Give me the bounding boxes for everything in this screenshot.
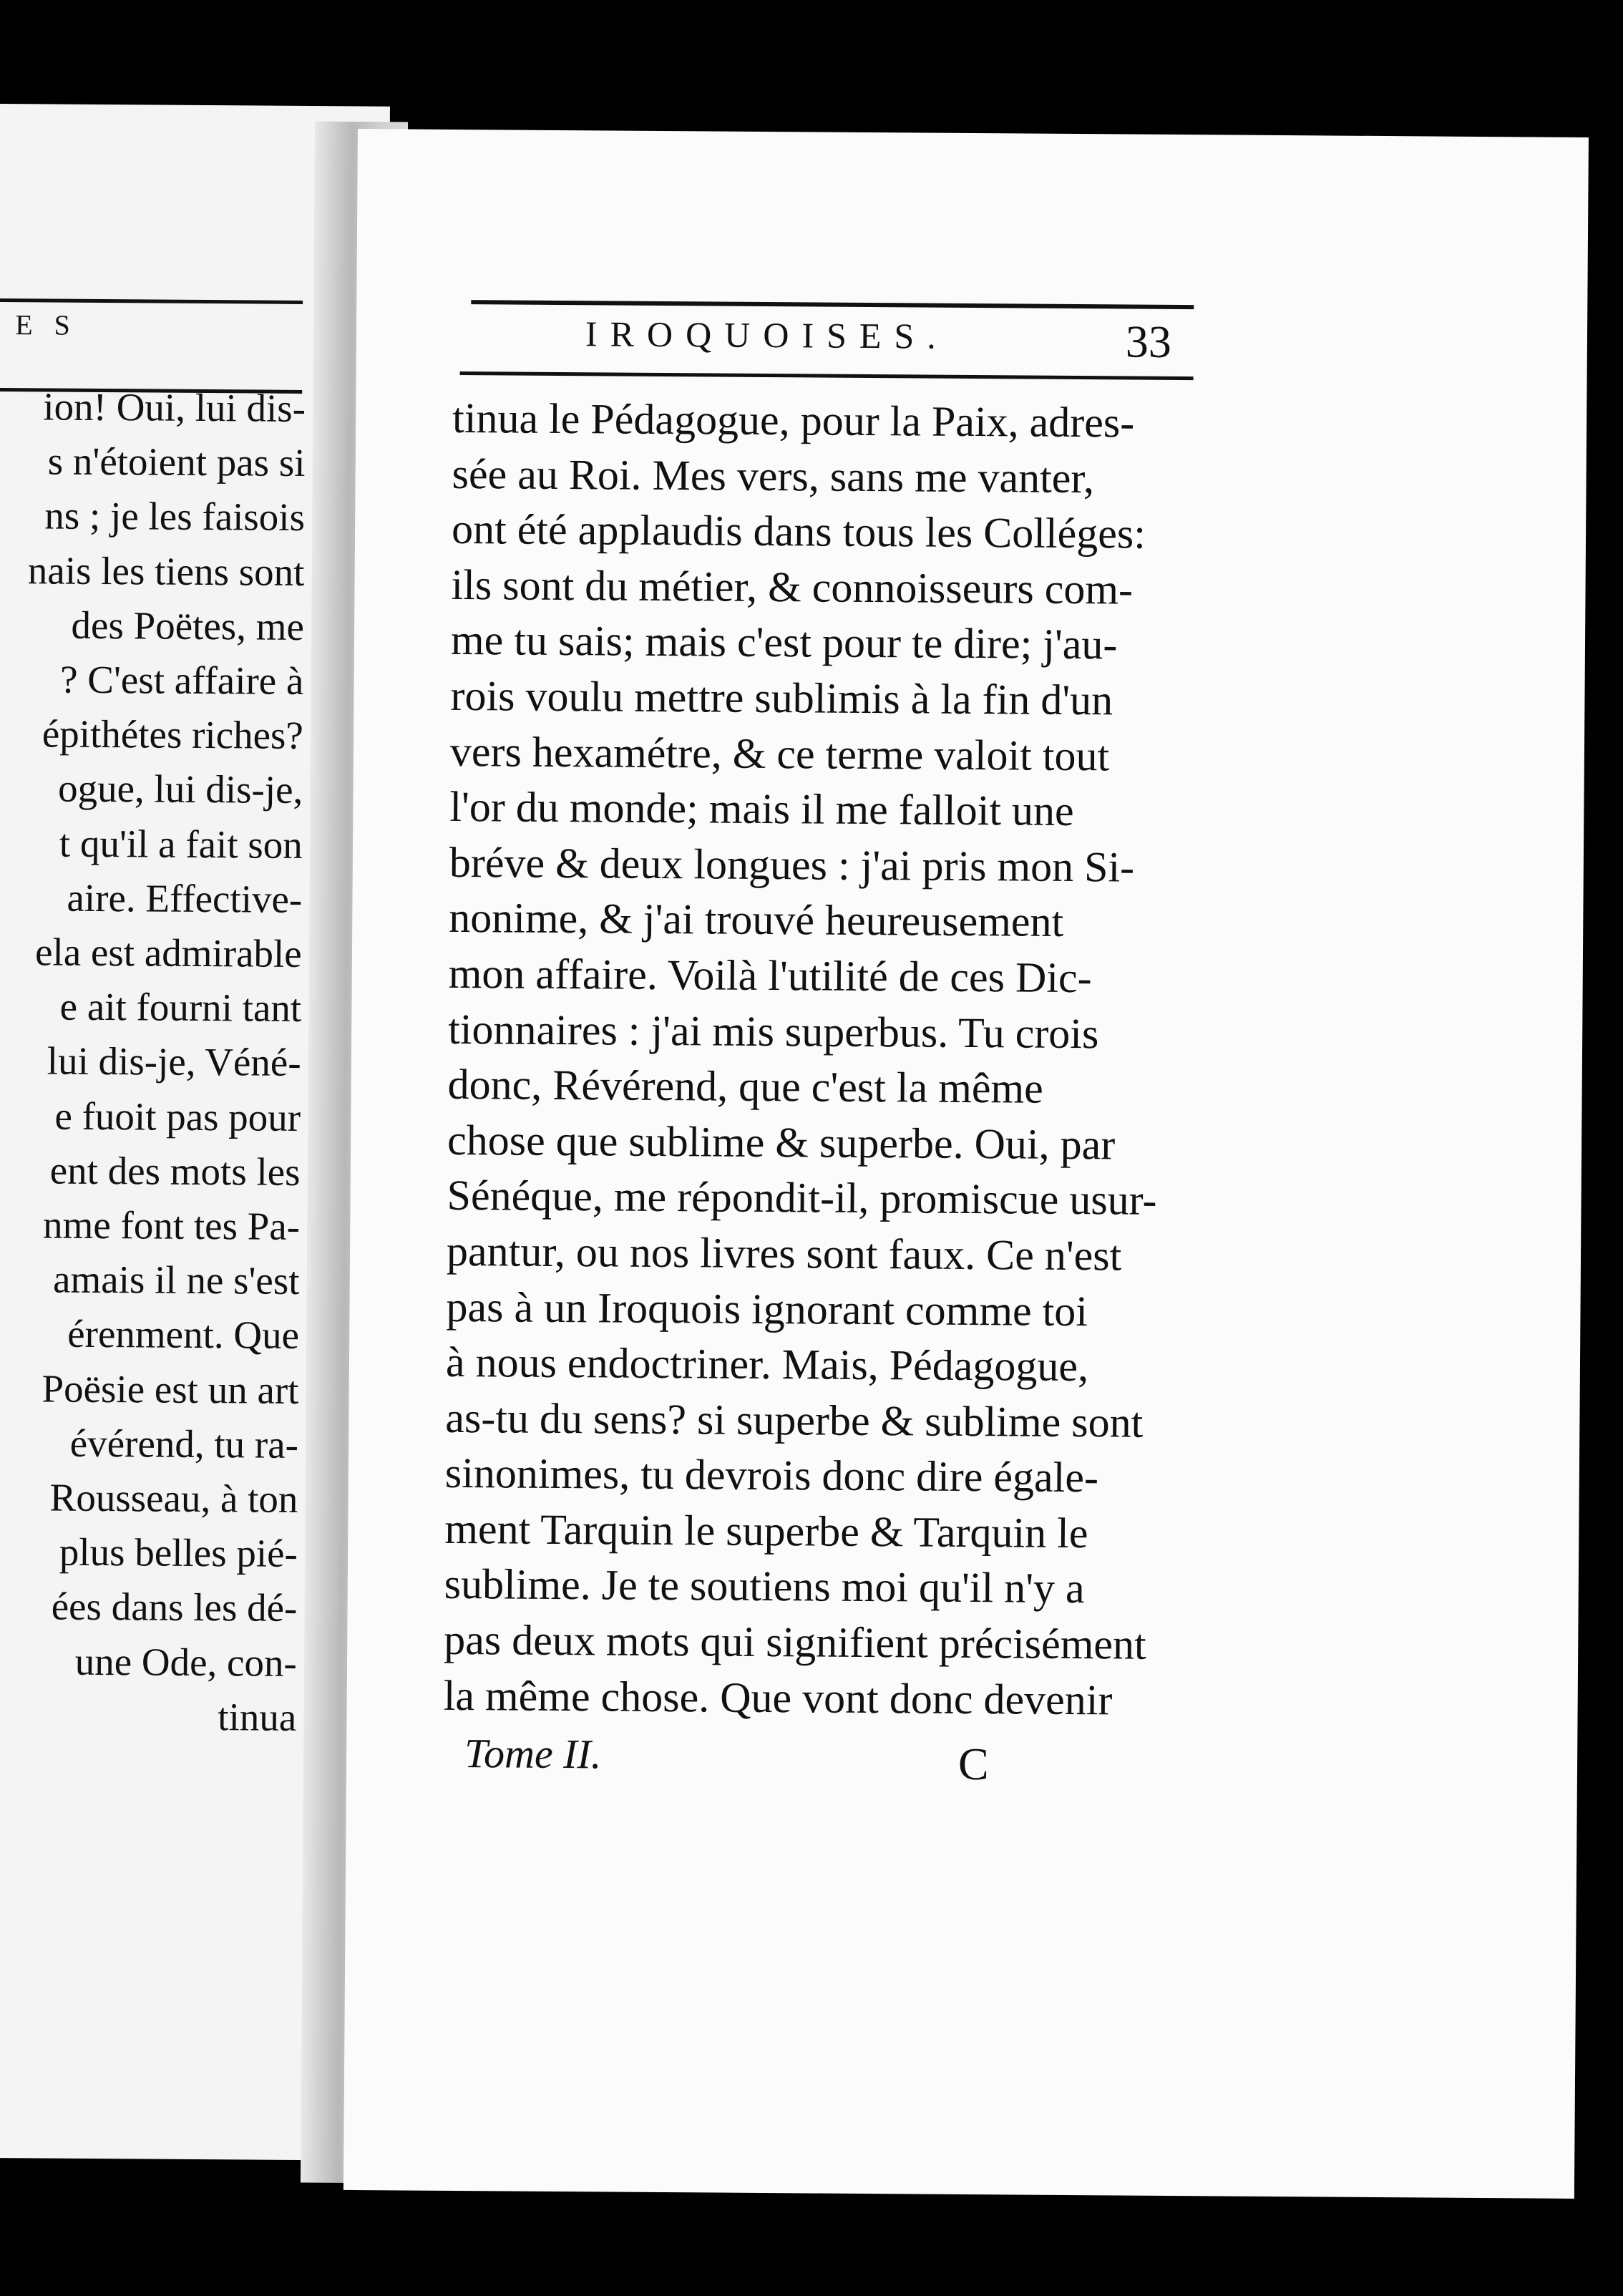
text-line: ? C'est affaire à [59,657,304,703]
text-line: aire. Effective- [67,875,303,921]
text-line: donc, Révérend, que c'est la même [447,1061,1044,1112]
text-line: pas deux mots qui signifient précisément [444,1615,1146,1668]
header-rule-bottom [460,371,1194,380]
right-page [343,129,1589,2199]
text-line: ont été applaudis dans tous les Colléges: [451,505,1146,558]
text-line: t qu'il a fait son [59,821,303,867]
left-page-text [0,379,306,1745]
text-line: des Poëtes, me [71,603,305,648]
text-line: érenment. Que [67,1312,300,1358]
text-line: ment Tarquin le superbe & Tarquin le [444,1504,1088,1557]
header-rule-top [471,300,1194,309]
text-line: ogue, lui dis-je, [57,767,303,812]
text-line: tinua le Pédagogue, pour la Paix, adres- [452,394,1135,447]
text-line: me tu sais; mais c'est pour te dire; j'au- [450,616,1118,668]
text-line: tionnaires : j'ai mis superbus. Tu crois [447,1005,1099,1057]
text-line: l'or du monde; mais il me falloit une [449,783,1074,835]
text-line: une Ode, con- [74,1639,298,1685]
text-line: ils sont du métier, & connoisseurs com- [451,560,1134,613]
text-line: ion! Oui, lui dis- [43,384,306,430]
text-line: vers hexamétre, & ce terme valoit tout [449,727,1110,779]
text-line: sinonimes, tu devrois donc dire égale- [444,1449,1099,1502]
text-line: lui dis-je, Véné- [47,1038,301,1085]
text-line: sublime. Je te soutiens moi qu'il n'y a [444,1560,1085,1612]
right-page-text [443,391,1204,1729]
text-line: mon affaire. Voilà l'utilité de ces Dic- [448,949,1092,1002]
text-line: évérend, tu ra- [69,1421,299,1466]
text-line: pas à un Iroquois ignorant comme toi [446,1283,1088,1335]
text-line: e fuoit pas pour [54,1094,301,1139]
text-line: ns ; je les faisois [44,493,306,540]
text-line: e ait fourni tant [59,984,302,1031]
text-line: ent des mots les [49,1148,301,1194]
gathering-mark: C [957,1738,990,1790]
text-line: ela est admirable [34,930,302,976]
left-running-head-text: ES [15,308,92,341]
text-line: as-tu du sens? si superbe & sublime sont [445,1393,1144,1446]
text-line: Sénéque, me répondit-il, promiscue usur- [447,1172,1157,1225]
text-line: rois voulu mettre sublimis à la fin d'un [450,671,1113,724]
text-line: chose que sublime & superbe. Oui, par [447,1116,1116,1169]
text-line: nonime, & j'ai trouvé heureusement [449,894,1064,946]
right-running-head: IROQUOISES. [585,313,949,356]
text-line: à nous endoctriner. Mais, Pédagogue, [445,1338,1089,1391]
text-line: amais il ne s'est [52,1257,300,1303]
text-line: nme font tes Pa- [42,1202,301,1249]
text-line: s n'étoient pas si [47,439,306,485]
text-line: bréve & deux longues : j'ai pris mon Si- [449,838,1135,891]
text-line: sée au Roi. Mes vers, sans me vanter, [452,449,1095,502]
text-line: tinua [218,1695,297,1739]
text-line: pantur, ou nos livres sont faux. Ce n'est [446,1227,1122,1280]
volume-signature: Tome II. [464,1730,602,1778]
text-line: Poësie est un art [42,1366,299,1412]
text-line: nais les tiens sont [27,548,305,594]
text-line: ées dans les dé- [51,1585,298,1630]
text-line: plus belles pié- [59,1529,298,1576]
text-line: épithétes riches? [42,711,304,758]
text-line: Rousseau, à ton [49,1475,298,1522]
text-line: la même chose. Que vont donc devenir [443,1671,1113,1724]
page-number: 33 [1125,316,1172,367]
